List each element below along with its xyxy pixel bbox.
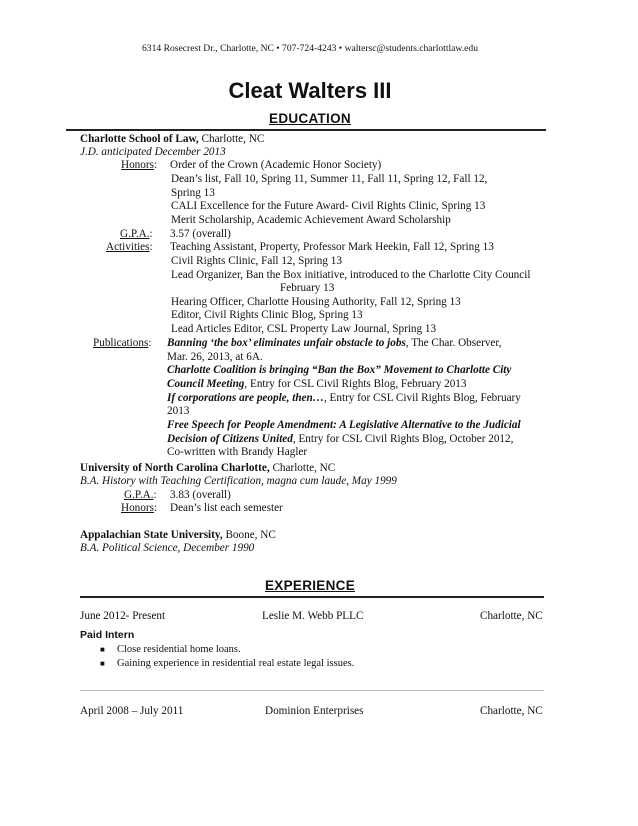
honors-2-label-row: Honors: (121, 502, 158, 514)
gpa-2-value: 3.83 (overall) (170, 489, 231, 501)
school-3-degree: B.A. Political Science, December 1990 (80, 542, 255, 554)
resume-name: Cleat Walters III (228, 78, 392, 103)
publication-1-citation: Mar. 26, 2013, at 6A. (167, 351, 263, 363)
publication-2 (167, 377, 466, 391)
contact-line: 6314 Rosecrest Dr., Charlotte, NC • 707-724-4243 • waltersc@students.charlottlaw.edu (142, 43, 478, 54)
honors-label-row: Honors: (121, 159, 158, 171)
publication-4-title-cont: Decision of Citizens United (167, 433, 293, 445)
school-1-location: Charlotte, NC (198, 133, 265, 145)
job-2-dates: April 2008 – July 2011 (80, 705, 184, 717)
job-1-employer: Leslie M. Webb PLLC (262, 610, 364, 622)
publication-3 (167, 391, 521, 405)
publication-4-coauthor: Co-written with Brandy Hagler (167, 446, 308, 458)
publication-4-title: Free Speech for People Amendment: A Legislative Alternative to the Judicial (167, 419, 521, 431)
honors-2-value: Dean’s list each semester (170, 502, 283, 514)
publication-1-title: Banning ‘the box’ eliminates unfair obstacle to jobs (167, 337, 406, 349)
activity-item: Editor, Civil Rights Clinic Blog, Spring 13 (171, 309, 363, 321)
experience-rule (80, 596, 544, 598)
school-3-name: Appalachian State University, (80, 529, 223, 541)
publication-2-title-cont: Council Meeting (167, 378, 245, 390)
school-3-location: Boone, NC (222, 529, 276, 541)
education-heading: EDUCATION (269, 111, 351, 126)
job-1-bullet: Close residential home loans. (117, 644, 241, 655)
gpa-value: 3.57 (overall) (170, 228, 231, 240)
job-1-role: Paid Intern (80, 629, 135, 641)
gpa-2-label: G.P.A. (124, 489, 154, 501)
honor-item: Spring 13 (171, 187, 215, 199)
job-1-dates: June 2012- Present (80, 610, 166, 622)
activity-item: Civil Rights Clinic, Fall 12, Spring 13 (171, 255, 342, 267)
publication-3-source: , Entry for CSL Civil Rights Blog, February (323, 392, 521, 404)
publication-4 (167, 432, 513, 446)
honor-item: Order of the Crown (Academic Honor Society) (170, 159, 382, 171)
school-2-location: Charlotte, NC (269, 462, 336, 474)
activity-item: Lead Organizer, Ban the Box initiative, introduced to the Charlotte City Council (171, 269, 531, 281)
publication-1 (167, 336, 501, 350)
job-divider (80, 690, 544, 691)
honors-2-label: Honors (121, 502, 154, 514)
publication-2-source: , Entry for CSL Civil Rights Blog, February 2013 (244, 378, 467, 390)
activities-label-row: Activities: (106, 241, 153, 253)
publications-label-row: Publications: (93, 337, 152, 349)
bullet-icon: ■ (100, 645, 105, 654)
school-2-degree: B.A. History with Teaching Certification, magna cum laude, May 1999 (80, 475, 397, 487)
publication-3-year: 2013 (167, 405, 190, 417)
honor-item: CALI Excellence for the Future Award- Civil Rights Clinic, Spring 13 (171, 200, 486, 212)
gpa-2-label-row: G.P.A.: (124, 489, 157, 501)
activity-item: Hearing Officer, Charlotte Housing Authority, Fall 12, Spring 13 (171, 296, 461, 308)
honor-item: Merit Scholarship, Academic Achievement Award Scholarship (171, 214, 451, 226)
school-1-degree: J.D. anticipated December 2013 (80, 146, 226, 158)
publication-4-source: , Entry for CSL Civil Rights Blog, October 2012, (292, 433, 514, 445)
publication-3-title: If corporations are people, then… (167, 392, 324, 404)
gpa-label: G.P.A. (120, 228, 150, 240)
job-2-location: Charlotte, NC (480, 705, 543, 717)
publication-2-title: Charlotte Coalition is bringing “Ban the Box” Movement to Charlotte City (167, 364, 512, 376)
honors-label: Honors (121, 159, 154, 171)
school-2-line (80, 461, 335, 475)
job-2-employer: Dominion Enterprises (265, 705, 364, 717)
school-3-line (80, 528, 276, 542)
gpa-label-row: G.P.A.: (120, 228, 153, 240)
school-1-line (80, 132, 264, 146)
job-1-bullet: Gaining experience in residential real estate legal issues. (117, 658, 355, 669)
activities-label: Activities (106, 241, 150, 253)
school-2-name: University of North Carolina Charlotte, (80, 462, 270, 474)
activity-item: February 13 (280, 282, 335, 294)
job-1-location: Charlotte, NC (480, 610, 543, 622)
honor-item: Dean’s list, Fall 10, Spring 11, Summer 11, Fall 11, Spring 12, Fall 12, (171, 173, 488, 185)
school-1-name: Charlotte School of Law, (80, 133, 199, 145)
activity-item: Teaching Assistant, Property, Professor Mark Heekin, Fall 12, Spring 13 (170, 241, 494, 253)
activity-item: Lead Articles Editor, CSL Property Law Journal, Spring 13 (171, 323, 437, 335)
education-rule (66, 129, 546, 131)
publications-label: Publications (93, 337, 149, 349)
publication-1-source: , The Char. Observer, (405, 337, 502, 349)
bullet-icon: ■ (100, 659, 105, 668)
experience-heading: EXPERIENCE (264, 578, 356, 593)
